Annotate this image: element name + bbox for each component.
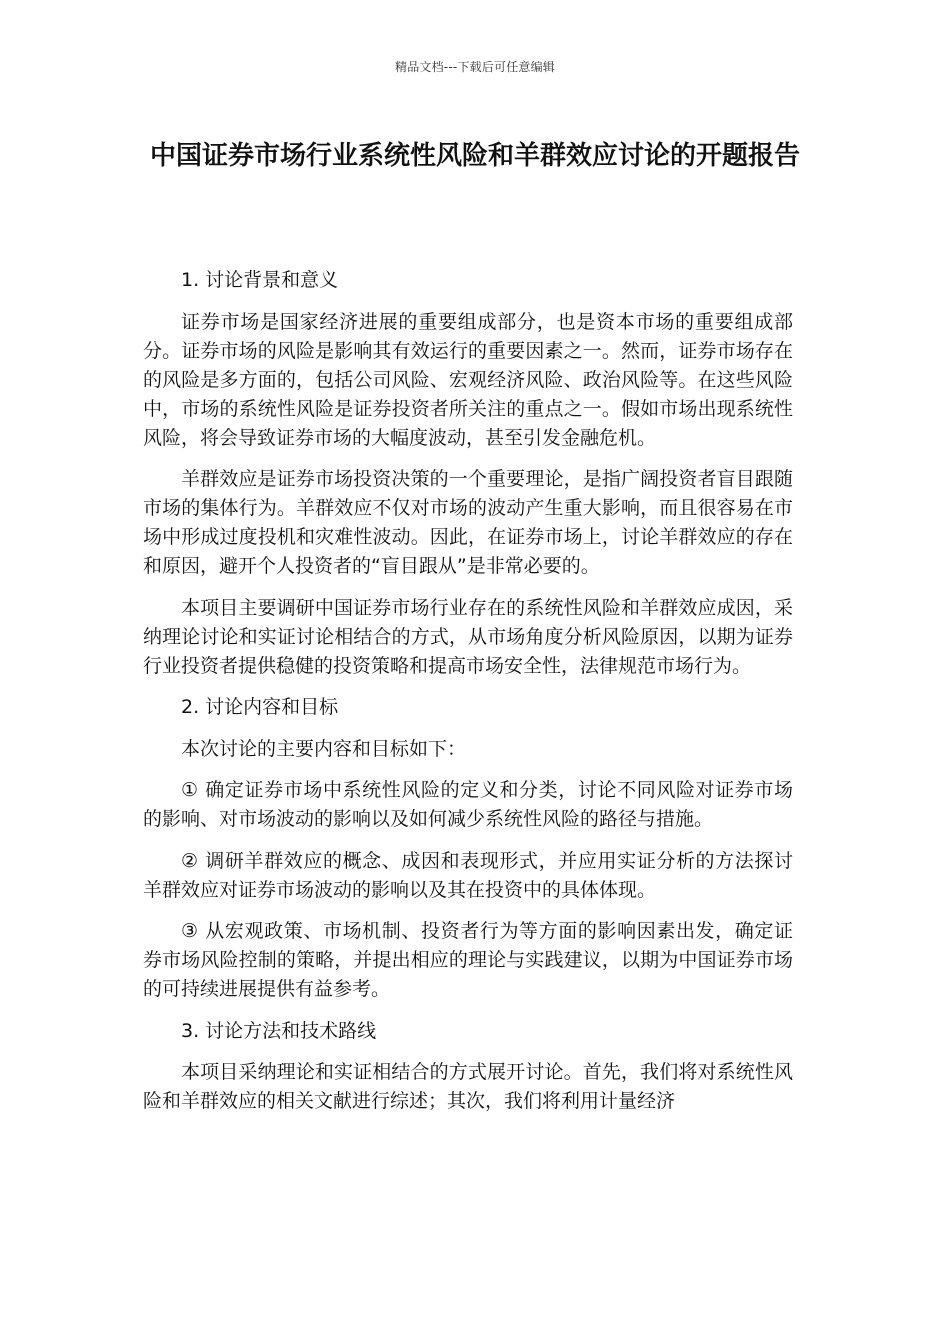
paragraph-method-1: 本项目采纳理论和实证相结合的方式展开讨论。首先，我们将对系统性风险和羊群效应的相关文献进行综述；其次，我们将利用计量经济 xyxy=(143,1061,793,1112)
section-heading-content: 2. 讨论内容和目标 xyxy=(181,696,339,718)
header-note: 精品文档---下载后可任意编辑 xyxy=(395,60,555,74)
document-body xyxy=(143,266,793,1129)
paragraph-background-1: 证券市场是国家经济进展的重要组成部分，也是资本市场的重要组成部分。证券市场的风险是影响其有效运行的重要因素之一。然而，证券市场存在的风险是多方面的，包括公司风险、宏观经济风险、政治风险等。在这些风险中，市场的系统性风险是证券投资者所关注的重点之一。假如市场出现系统性风险，将会导致证券市场的大幅度波动，甚至引发金融危机。 xyxy=(143,310,793,449)
paragraph-background-3: 本项目主要调研中国证券市场行业存在的系统性风险和羊群效应成因，采纳理论讨论和实证讨论相结合的方式，从市场角度分析风险原因，以期为证券行业投资者提供稳健的投资策略和提高市场安全性，法律规范市场行为。 xyxy=(143,596,793,677)
paragraph-background-2: 羊群效应是证券市场投资决策的一个重要理论，是指广阔投资者盲目跟随市场的集体行为。羊群效应不仅对市场的波动产生重大影响，而且很容易在市场中形成过度投机和灾难性波动。因此，在证券市场上，讨论羊群效应的存在和原因，避开个人投资者的“盲目跟从”是非常必要的。 xyxy=(143,468,793,577)
list-item-goal-2: ② 调研羊群效应的概念、成因和表现形式，并应用实证分析的方法探讨羊群效应对证券市场波动的影响以及其在投资中的具体体现。 xyxy=(143,849,793,901)
section-heading-method: 3. 讨论方法和技术路线 xyxy=(181,1019,377,1042)
document-title: 中国证券市场行业系统性风险和羊群效应讨论的开题报告 xyxy=(149,141,800,171)
paragraph-content-intro: 本次讨论的主要内容和目标如下： xyxy=(181,737,467,760)
section-heading-background: 1. 讨论背景和意义 xyxy=(181,269,339,291)
list-item-goal-3: ③ 从宏观政策、市场机制、投资者行为等方面的影响因素出发，确定证券市场风险控制的策略，并提出相应的理论与实践建议，以期为中国证券市场的可持续进展提供有益参考。 xyxy=(143,920,793,1000)
list-item-goal-1: ① 确定证券市场中系统性风险的定义和分类，讨论不同风险对证券市场的影响、对市场波动的影响以及如何减少系统性风险的路径与措施。 xyxy=(143,779,793,830)
